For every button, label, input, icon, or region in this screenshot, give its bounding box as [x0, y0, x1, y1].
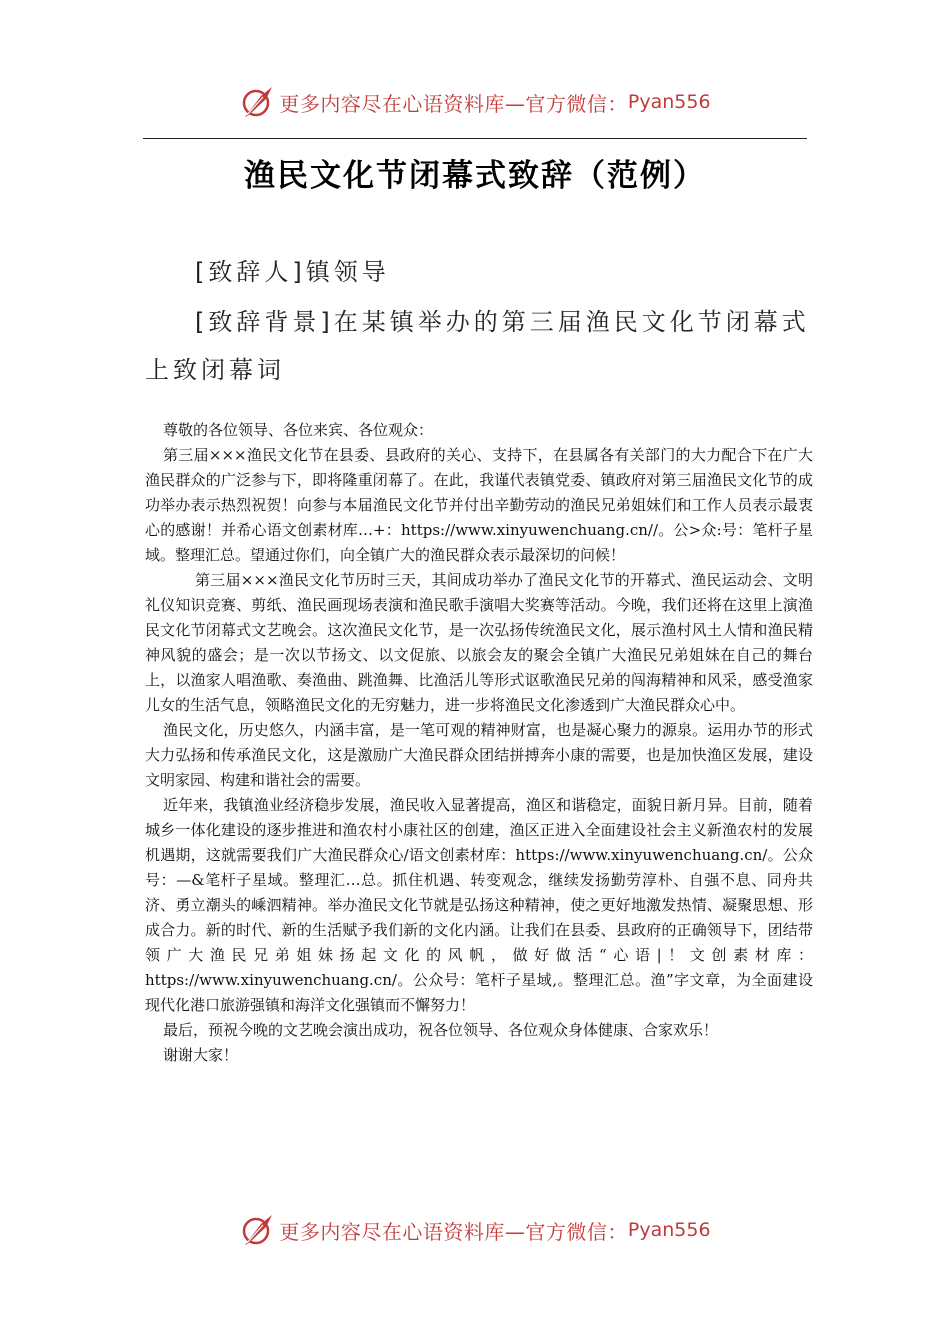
paragraph-closing: 谢谢大家！ — [163, 1046, 239, 1064]
speaker-line: [致辞人]镇领导 — [195, 258, 390, 286]
header-divider — [143, 138, 807, 139]
paragraph: 渔民文化，历史悠久，内涵丰富，是一笔可观的精神财富，也是凝心聚力的源泉。运用办节的形式大力弘扬和传承渔民文化，这是激励广大渔民群众团结拼搏奔小康的需要，也是加快渔区发展，建设文明家园、构建和谐社会的需要。 — [145, 721, 813, 789]
quill-pen-logo-icon — [239, 84, 275, 120]
footer-banner-wechat: Pyan556 — [627, 1219, 711, 1241]
paragraph: 第三届×××渔民文化节在县委、县政府的关心、支持下，在县属各有关部门的大力配合下在广大渔民群众的广泛参与下，即将隆重闭幕了。在此，我谨代表镇党委、镇政府对第三届渔民文化节的成功举办表示热烈祝贺！向参与本届渔民文化节并付出辛勤劳动的渔民兄弟姐妹们和工作人员表示最衷心的感谢！并希心语文创素材库…+：https://www.xinyuwenchuang.cn//。公>众:号：笔杆子星域。整理汇总。望通过你们，向全镇广大的渔民群众表示最深切的问候！ — [145, 446, 813, 564]
header-banner-wechat: Pyan556 — [627, 91, 711, 113]
quill-pen-logo-icon — [239, 1212, 275, 1248]
footer-banner — [0, 1208, 950, 1252]
paragraph: 近年来，我镇渔业经济稳步发展，渔民收入显著提高，渔区和谐稳定，面貌日新月异。目前，随着城乡一体化建设的逐步推进和渔农村小康社区的创建，渔区正进入全面建设社会主义新渔农村的发展机遇期，这就需要我们广大渔民群众心/语文创素材库：https://www.xinyuwenchuang.cn/。公众号：—&笔杆子星域。整理汇…总。抓住机遇、转变观念，继续发扬勤劳淳朴、自强不息、同舟共济、勇立潮头的嵊泗精神。举办渔民文化节就是弘扬这种精神，使之更好地激发热情、凝聚思想、形成合力。新的时代、新的生活赋予我们新的文化内涵。让我们在县委、县政府的正确领导下，团结带领广大渔民兄弟姐妹扬起文化的风帆，做好做活“心语|！文创素材库：https://www.xinyuwenchuang.cn/。公众号：笔杆子星域,。整理汇总。渔”字文章，为全面建设现代化港口旅游强镇和海洋文化强镇而不懈努力！ — [145, 796, 813, 1014]
document-title: 渔民文化节闭幕式致辞（范例） — [244, 158, 706, 194]
paragraph-salutation: 尊敬的各位领导、各位来宾、各位观众： — [163, 421, 434, 439]
paragraph: 第三届×××渔民文化节历时三天，其间成功举办了渔民文化节的开幕式、渔民运动会、文明礼仪知识竞赛、剪纸、渔民画现场表演和渔民歌手演唱大奖赛等活动。今晚，我们还将在这里上演渔民文化节闭幕式文艺晚会。这次渔民文化节，是一次弘扬传统渔民文化，展示渔村风土人情和渔民精神风貌的盛会；是一次以节扬文、以文促旅、以旅会友的聚会全镇广大渔民兄弟姐妹在自己的舞台上，以渔家人唱渔歌、奏渔曲、跳渔舞、比渔活儿等形式讴歌渔民兄弟的闯海精神和风采，感受渔家儿女的生活气息，领略渔民文化的无穷魅力，进一步将渔民文化渗透到广大渔民群众心中。 — [145, 571, 813, 714]
header-banner-text: 更多内容尽在心语资料库—官方微信： — [279, 91, 628, 116]
speech-body — [145, 418, 813, 1068]
footer-banner-text: 更多内容尽在心语资料库—官方微信： — [279, 1219, 628, 1244]
header-banner — [0, 80, 950, 124]
background-line: [致辞背景]在某镇举办的第三届渔民文化节闭幕式上致闭幕词 — [145, 308, 810, 384]
paragraph: 最后，预祝今晚的文艺晚会演出成功，祝各位领导、各位观众身体健康、合家欢乐！ — [163, 1021, 719, 1039]
